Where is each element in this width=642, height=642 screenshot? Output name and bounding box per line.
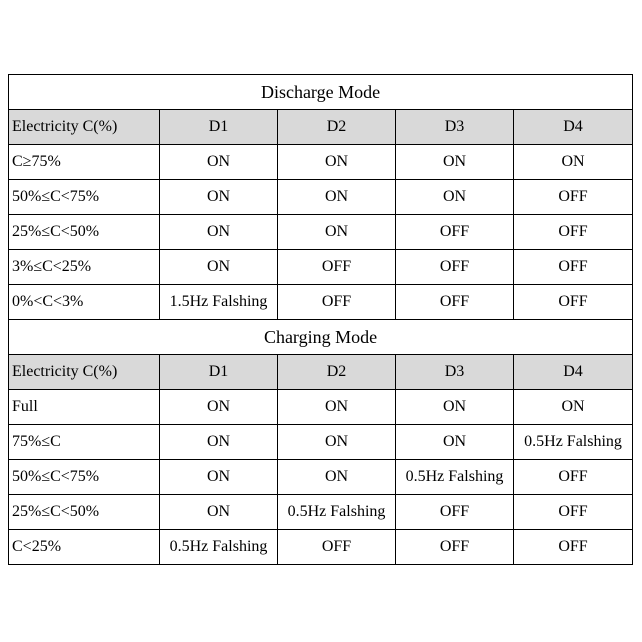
led-status-table xyxy=(8,74,633,565)
d2-cell: ON xyxy=(278,145,396,180)
d3-cell: 0.5Hz Falshing xyxy=(396,460,514,495)
d4-cell: OFF xyxy=(514,215,633,250)
table-row xyxy=(9,215,633,250)
row-label: 3%≤C<25% xyxy=(9,250,160,285)
row-label: 0%<C<3% xyxy=(9,285,160,320)
d1-cell: ON xyxy=(160,390,278,425)
d3-cell: OFF xyxy=(396,495,514,530)
row-label: Full xyxy=(9,390,160,425)
table-row xyxy=(9,250,633,285)
d4-cell: OFF xyxy=(514,180,633,215)
d3-cell: ON xyxy=(396,425,514,460)
row-label: 50%≤C<75% xyxy=(9,180,160,215)
d2-cell: ON xyxy=(278,180,396,215)
table-row xyxy=(9,495,633,530)
table-row xyxy=(9,180,633,215)
d2-cell: OFF xyxy=(278,530,396,565)
d1-cell: ON xyxy=(160,425,278,460)
d1-cell: ON xyxy=(160,145,278,180)
d3-cell: OFF xyxy=(396,285,514,320)
column-header-d3: D3 xyxy=(396,355,514,390)
column-header-electricity: Electricity C(%) xyxy=(9,355,160,390)
row-label: 75%≤C xyxy=(9,425,160,460)
charging-header-row xyxy=(9,355,633,390)
d1-cell: 0.5Hz Falshing xyxy=(160,530,278,565)
row-label: 25%≤C<50% xyxy=(9,215,160,250)
charging-mode-title-row xyxy=(9,320,633,355)
charging-mode-title: Charging Mode xyxy=(9,320,633,355)
row-label: 25%≤C<50% xyxy=(9,495,160,530)
table-row xyxy=(9,425,633,460)
table-row xyxy=(9,390,633,425)
d1-cell: ON xyxy=(160,180,278,215)
column-header-d2: D2 xyxy=(278,110,396,145)
row-label: C≥75% xyxy=(9,145,160,180)
d3-cell: ON xyxy=(396,180,514,215)
d2-cell: ON xyxy=(278,425,396,460)
d3-cell: ON xyxy=(396,145,514,180)
d2-cell: OFF xyxy=(278,285,396,320)
d2-cell: ON xyxy=(278,460,396,495)
d3-cell: OFF xyxy=(396,250,514,285)
column-header-d4: D4 xyxy=(514,355,633,390)
d1-cell: 1.5Hz Falshing xyxy=(160,285,278,320)
column-header-d2: D2 xyxy=(278,355,396,390)
column-header-d3: D3 xyxy=(396,110,514,145)
d4-cell: 0.5Hz Falshing xyxy=(514,425,633,460)
table-row xyxy=(9,530,633,565)
d3-cell: OFF xyxy=(396,215,514,250)
table-row xyxy=(9,460,633,495)
d1-cell: ON xyxy=(160,250,278,285)
d4-cell: ON xyxy=(514,390,633,425)
d1-cell: ON xyxy=(160,460,278,495)
discharge-mode-title-row xyxy=(9,75,633,110)
d4-cell: OFF xyxy=(514,495,633,530)
row-label: C<25% xyxy=(9,530,160,565)
d4-cell: OFF xyxy=(514,530,633,565)
column-header-d1: D1 xyxy=(160,110,278,145)
d3-cell: OFF xyxy=(396,530,514,565)
column-header-d4: D4 xyxy=(514,110,633,145)
row-label: 50%≤C<75% xyxy=(9,460,160,495)
table-row xyxy=(9,145,633,180)
d1-cell: ON xyxy=(160,215,278,250)
table-row xyxy=(9,285,633,320)
d2-cell: OFF xyxy=(278,250,396,285)
d2-cell: 0.5Hz Falshing xyxy=(278,495,396,530)
d4-cell: OFF xyxy=(514,250,633,285)
d4-cell: ON xyxy=(514,145,633,180)
d2-cell: ON xyxy=(278,390,396,425)
d3-cell: ON xyxy=(396,390,514,425)
d4-cell: OFF xyxy=(514,285,633,320)
led-status-table-body xyxy=(9,75,633,565)
column-header-d1: D1 xyxy=(160,355,278,390)
d4-cell: OFF xyxy=(514,460,633,495)
column-header-electricity: Electricity C(%) xyxy=(9,110,160,145)
d1-cell: ON xyxy=(160,495,278,530)
d2-cell: ON xyxy=(278,215,396,250)
discharge-mode-title: Discharge Mode xyxy=(9,75,633,110)
discharge-header-row xyxy=(9,110,633,145)
